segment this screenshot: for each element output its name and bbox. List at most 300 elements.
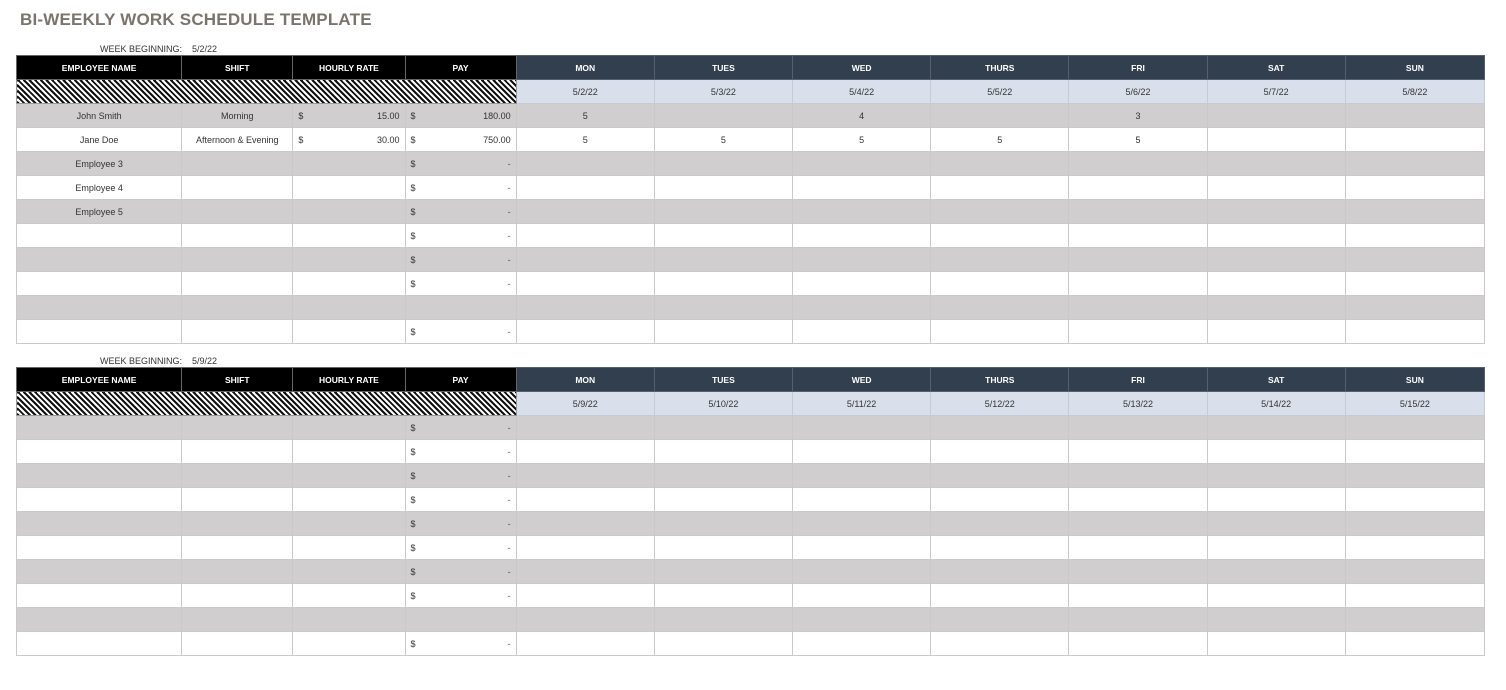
money-value [406, 248, 516, 271]
employee-name-cell[interactable]: Employee 5 [17, 200, 182, 224]
day-hours-cell[interactable] [1069, 152, 1207, 176]
employee-name-cell[interactable] [17, 248, 182, 272]
day-hours-cell[interactable] [931, 560, 1069, 584]
pay-amount: - [507, 566, 511, 577]
day-hours-cell[interactable] [516, 536, 654, 560]
day-hours-cell[interactable] [516, 224, 654, 248]
day-hours-cell[interactable] [793, 272, 931, 296]
table-row [17, 488, 1485, 512]
day-hours-cell[interactable] [1207, 104, 1345, 128]
money-value [406, 176, 516, 199]
day-hours-cell[interactable]: 5 [654, 128, 792, 152]
day-hours-cell[interactable] [931, 416, 1069, 440]
employee-name-cell[interactable] [17, 416, 182, 440]
employee-name-cell[interactable] [17, 440, 182, 464]
pay-cell [405, 296, 516, 320]
day-hours-cell[interactable] [1207, 608, 1345, 632]
day-hours-cell[interactable] [931, 608, 1069, 632]
day-hours-cell[interactable] [1345, 248, 1484, 272]
day-hours-cell[interactable] [793, 248, 931, 272]
day-hours-cell[interactable] [1207, 440, 1345, 464]
day-date-cell[interactable]: 5/15/22 [1345, 392, 1484, 416]
money-value [406, 536, 516, 559]
money-value [406, 200, 516, 223]
pay-amount: - [507, 158, 511, 169]
day-hours-cell[interactable] [516, 440, 654, 464]
currency-symbol: $ [410, 110, 416, 121]
day-hours-cell[interactable] [1345, 632, 1484, 656]
shift-cell[interactable] [182, 224, 293, 248]
header-day: SUN [1345, 56, 1484, 80]
day-date-cell[interactable]: 5/14/22 [1207, 392, 1345, 416]
day-hours-cell[interactable] [516, 272, 654, 296]
money-value [406, 416, 516, 439]
day-hours-cell[interactable] [931, 512, 1069, 536]
day-hours-cell[interactable] [1345, 464, 1484, 488]
shift-cell[interactable] [182, 584, 293, 608]
table-row [17, 464, 1485, 488]
day-hours-cell[interactable] [516, 200, 654, 224]
shift-cell[interactable] [182, 200, 293, 224]
header-employee-name: EMPLOYEE NAME [17, 56, 182, 80]
table-row [17, 536, 1485, 560]
header-shift: SHIFT [182, 56, 293, 80]
hourly-rate-cell[interactable] [293, 176, 405, 200]
day-date-cell[interactable]: 5/13/22 [1069, 392, 1207, 416]
day-hours-cell[interactable] [1345, 128, 1484, 152]
day-hours-cell[interactable] [931, 176, 1069, 200]
day-hours-cell[interactable] [1345, 440, 1484, 464]
day-hours-cell[interactable] [516, 464, 654, 488]
pay-cell [405, 560, 516, 584]
day-hours-cell[interactable] [1207, 464, 1345, 488]
day-date-cell[interactable]: 5/3/22 [654, 80, 792, 104]
day-hours-cell[interactable] [931, 464, 1069, 488]
table-row [17, 296, 1485, 320]
header-employee-name: EMPLOYEE NAME [17, 368, 182, 392]
day-hours-cell[interactable] [516, 152, 654, 176]
day-hours-cell[interactable] [1345, 320, 1484, 344]
day-hours-cell[interactable] [654, 464, 792, 488]
currency-symbol: $ [410, 470, 416, 481]
day-hours-cell[interactable] [793, 200, 931, 224]
day-hours-cell[interactable] [1069, 512, 1207, 536]
week-section [16, 44, 1485, 344]
day-date-cell[interactable]: 5/10/22 [654, 392, 792, 416]
pay-amount: - [507, 278, 511, 289]
shift-cell[interactable] [182, 296, 293, 320]
day-hours-cell[interactable] [1345, 272, 1484, 296]
hatched-filler [17, 80, 517, 104]
day-hours-cell[interactable]: 3 [1069, 104, 1207, 128]
day-hours-cell[interactable] [1345, 152, 1484, 176]
day-hours-cell[interactable] [1207, 200, 1345, 224]
pay-cell [405, 416, 516, 440]
week-beginning-date[interactable]: 5/2/22 [192, 44, 218, 54]
pay-cell [405, 440, 516, 464]
day-hours-cell[interactable] [1069, 248, 1207, 272]
hourly-rate-cell[interactable] [293, 464, 405, 488]
money-value [406, 632, 516, 655]
day-hours-cell[interactable] [516, 632, 654, 656]
day-date-cell[interactable]: 5/12/22 [931, 392, 1069, 416]
day-hours-cell[interactable] [793, 296, 931, 320]
date-row [17, 392, 1485, 416]
day-hours-cell[interactable] [1069, 176, 1207, 200]
day-hours-cell[interactable] [654, 416, 792, 440]
day-hours-cell[interactable] [793, 632, 931, 656]
currency-symbol: $ [410, 638, 416, 649]
day-hours-cell[interactable] [931, 488, 1069, 512]
day-hours-cell[interactable] [1207, 560, 1345, 584]
employee-name-cell[interactable] [17, 536, 182, 560]
day-hours-cell[interactable] [654, 512, 792, 536]
shift-cell[interactable] [182, 176, 293, 200]
day-hours-cell[interactable] [931, 200, 1069, 224]
shift-cell[interactable] [182, 560, 293, 584]
day-hours-cell[interactable] [931, 320, 1069, 344]
day-hours-cell[interactable] [931, 440, 1069, 464]
hourly-rate-cell[interactable] [293, 584, 405, 608]
header-pay: PAY [405, 368, 516, 392]
pay-amount: 180.00 [483, 110, 511, 121]
table-row [17, 128, 1485, 152]
money-value [406, 152, 516, 175]
hourly-rate-cell[interactable] [293, 296, 405, 320]
day-hours-cell[interactable] [1345, 176, 1484, 200]
day-hours-cell[interactable]: 5 [931, 128, 1069, 152]
day-hours-cell[interactable] [931, 632, 1069, 656]
table-row [17, 512, 1485, 536]
day-hours-cell[interactable]: 4 [793, 104, 931, 128]
day-hours-cell[interactable] [516, 584, 654, 608]
header-day: SAT [1207, 368, 1345, 392]
day-hours-cell[interactable] [654, 104, 792, 128]
pay-cell [405, 632, 516, 656]
day-hours-cell[interactable] [516, 512, 654, 536]
header-day: MON [516, 368, 654, 392]
header-day: SUN [1345, 368, 1484, 392]
employee-name-cell[interactable]: Jane Doe [17, 128, 182, 152]
day-hours-cell[interactable] [1345, 224, 1484, 248]
hourly-rate-cell[interactable] [293, 104, 405, 128]
employee-name-cell[interactable] [17, 608, 182, 632]
day-hours-cell[interactable] [516, 560, 654, 584]
rate-amount: 30.00 [376, 134, 400, 145]
week-beginning-date[interactable]: 5/9/22 [192, 356, 218, 366]
pay-cell [405, 320, 516, 344]
day-hours-cell[interactable] [931, 536, 1069, 560]
day-hours-cell[interactable] [1345, 560, 1484, 584]
day-hours-cell[interactable] [1069, 224, 1207, 248]
shift-cell[interactable]: Morning [182, 104, 293, 128]
day-hours-cell[interactable] [793, 464, 931, 488]
hourly-rate-cell[interactable] [293, 416, 405, 440]
day-hours-cell[interactable] [1069, 536, 1207, 560]
currency-symbol: $ [410, 422, 416, 433]
day-hours-cell[interactable] [516, 296, 654, 320]
employee-name-cell[interactable] [17, 632, 182, 656]
day-hours-cell[interactable] [793, 440, 931, 464]
table-row [17, 320, 1485, 344]
money-value [406, 512, 516, 535]
day-hours-cell[interactable] [1207, 320, 1345, 344]
day-hours-cell[interactable] [1207, 536, 1345, 560]
hourly-rate-cell[interactable] [293, 128, 405, 152]
money-value [293, 104, 404, 127]
hatched-filler [17, 392, 517, 416]
day-hours-cell[interactable] [516, 608, 654, 632]
day-hours-cell[interactable] [793, 536, 931, 560]
shift-cell[interactable] [182, 272, 293, 296]
employee-name-cell[interactable] [17, 560, 182, 584]
employee-name-cell[interactable] [17, 464, 182, 488]
day-hours-cell[interactable] [793, 152, 931, 176]
day-hours-cell[interactable] [654, 200, 792, 224]
day-hours-cell[interactable] [1069, 440, 1207, 464]
day-hours-cell[interactable] [1345, 584, 1484, 608]
day-date-cell[interactable]: 5/11/22 [793, 392, 931, 416]
day-hours-cell[interactable] [1207, 488, 1345, 512]
day-hours-cell[interactable] [931, 272, 1069, 296]
money-value [406, 272, 516, 295]
hourly-rate-cell[interactable] [293, 488, 405, 512]
day-hours-cell[interactable] [654, 296, 792, 320]
day-hours-cell[interactable] [654, 272, 792, 296]
day-hours-cell[interactable] [931, 248, 1069, 272]
day-date-cell[interactable]: 5/5/22 [931, 80, 1069, 104]
day-hours-cell[interactable] [1345, 608, 1484, 632]
currency-symbol: $ [410, 134, 416, 145]
day-hours-cell[interactable]: 5 [516, 104, 654, 128]
day-hours-cell[interactable] [654, 608, 792, 632]
currency-symbol: $ [410, 158, 416, 169]
hourly-rate-cell[interactable] [293, 224, 405, 248]
day-hours-cell[interactable] [654, 224, 792, 248]
currency-symbol: $ [410, 494, 416, 505]
day-hours-cell[interactable] [654, 248, 792, 272]
day-hours-cell[interactable] [516, 176, 654, 200]
header-day: TUES [654, 56, 792, 80]
employee-name-cell[interactable]: Employee 3 [17, 152, 182, 176]
pay-cell [405, 224, 516, 248]
day-hours-cell[interactable] [1345, 104, 1484, 128]
day-hours-cell[interactable] [1069, 488, 1207, 512]
day-hours-cell[interactable] [1345, 488, 1484, 512]
employee-name-cell[interactable] [17, 296, 182, 320]
currency-symbol: $ [410, 278, 416, 289]
header-hourly-rate: HOURLY RATE [293, 56, 405, 80]
day-hours-cell[interactable] [1069, 272, 1207, 296]
shift-cell[interactable] [182, 152, 293, 176]
hourly-rate-cell[interactable] [293, 440, 405, 464]
employee-name-cell[interactable] [17, 272, 182, 296]
day-date-cell[interactable]: 5/7/22 [1207, 80, 1345, 104]
currency-symbol: $ [298, 110, 304, 121]
day-hours-cell[interactable] [1207, 128, 1345, 152]
hourly-rate-cell[interactable] [293, 272, 405, 296]
day-hours-cell[interactable] [1069, 608, 1207, 632]
day-hours-cell[interactable] [1345, 536, 1484, 560]
day-hours-cell[interactable] [1069, 200, 1207, 224]
hourly-rate-cell[interactable] [293, 200, 405, 224]
day-hours-cell[interactable] [1207, 176, 1345, 200]
table-row [17, 632, 1485, 656]
day-hours-cell[interactable] [516, 488, 654, 512]
day-hours-cell[interactable] [516, 416, 654, 440]
header-pay: PAY [405, 56, 516, 80]
pay-cell [405, 128, 516, 152]
day-hours-cell[interactable] [1207, 512, 1345, 536]
day-hours-cell[interactable] [654, 488, 792, 512]
table-row [17, 224, 1485, 248]
day-hours-cell[interactable] [1207, 296, 1345, 320]
day-hours-cell[interactable] [1345, 296, 1484, 320]
day-hours-cell[interactable] [793, 320, 931, 344]
header-shift: SHIFT [182, 368, 293, 392]
shift-cell[interactable] [182, 608, 293, 632]
day-hours-cell[interactable] [1069, 296, 1207, 320]
table-row [17, 104, 1485, 128]
day-hours-cell[interactable] [654, 152, 792, 176]
shift-cell[interactable] [182, 488, 293, 512]
day-hours-cell[interactable] [1069, 560, 1207, 584]
money-value [406, 488, 516, 511]
shift-cell[interactable] [182, 464, 293, 488]
day-hours-cell[interactable] [1069, 320, 1207, 344]
money-value [406, 560, 516, 583]
day-hours-cell[interactable]: 5 [1069, 128, 1207, 152]
money-value [406, 464, 516, 487]
day-hours-cell[interactable] [516, 320, 654, 344]
day-hours-cell[interactable] [516, 248, 654, 272]
day-hours-cell[interactable] [1207, 272, 1345, 296]
employee-name-cell[interactable]: Employee 4 [17, 176, 182, 200]
day-hours-cell[interactable] [1207, 632, 1345, 656]
day-hours-cell[interactable] [931, 584, 1069, 608]
day-hours-cell[interactable] [931, 296, 1069, 320]
day-date-cell[interactable]: 5/8/22 [1345, 80, 1484, 104]
hourly-rate-cell[interactable] [293, 320, 405, 344]
hourly-rate-cell[interactable] [293, 152, 405, 176]
employee-name-cell[interactable] [17, 224, 182, 248]
day-hours-cell[interactable] [1069, 416, 1207, 440]
money-value [406, 128, 516, 151]
pay-cell [405, 104, 516, 128]
day-hours-cell[interactable] [931, 224, 1069, 248]
day-hours-cell[interactable] [1345, 416, 1484, 440]
shift-cell[interactable] [182, 248, 293, 272]
pay-amount: - [507, 230, 511, 241]
day-hours-cell[interactable] [931, 152, 1069, 176]
week-beginning-label [16, 356, 1485, 367]
shift-cell[interactable] [182, 536, 293, 560]
day-hours-cell[interactable] [793, 608, 931, 632]
day-date-cell[interactable]: 5/2/22 [516, 80, 654, 104]
header-day: WED [793, 368, 931, 392]
employee-name-cell[interactable]: John Smith [17, 104, 182, 128]
table-row [17, 584, 1485, 608]
day-hours-cell[interactable] [654, 440, 792, 464]
shift-cell[interactable] [182, 416, 293, 440]
day-hours-cell[interactable] [1207, 248, 1345, 272]
employee-name-cell[interactable] [17, 320, 182, 344]
hourly-rate-cell[interactable] [293, 536, 405, 560]
day-hours-cell[interactable] [793, 512, 931, 536]
shift-cell[interactable] [182, 440, 293, 464]
header-day: FRI [1069, 56, 1207, 80]
day-hours-cell[interactable] [1207, 584, 1345, 608]
week-beginning-label [16, 44, 1485, 55]
pay-cell [405, 536, 516, 560]
pay-amount: - [507, 542, 511, 553]
hourly-rate-cell[interactable] [293, 632, 405, 656]
hourly-rate-cell[interactable] [293, 248, 405, 272]
day-hours-cell[interactable] [793, 560, 931, 584]
day-hours-cell[interactable] [793, 584, 931, 608]
day-hours-cell[interactable] [1069, 632, 1207, 656]
week-beginning-text: WEEK BEGINNING: [100, 356, 183, 366]
day-hours-cell[interactable] [793, 224, 931, 248]
day-hours-cell[interactable] [793, 176, 931, 200]
day-date-cell[interactable]: 5/9/22 [516, 392, 654, 416]
hourly-rate-cell[interactable] [293, 608, 405, 632]
day-hours-cell[interactable] [1207, 224, 1345, 248]
employee-name-cell[interactable] [17, 512, 182, 536]
day-hours-cell[interactable] [654, 536, 792, 560]
employee-name-cell[interactable] [17, 488, 182, 512]
table-row [17, 608, 1485, 632]
pay-amount: - [507, 590, 511, 601]
day-hours-cell[interactable] [793, 488, 931, 512]
day-hours-cell[interactable] [793, 416, 931, 440]
day-hours-cell[interactable] [654, 560, 792, 584]
shift-cell[interactable] [182, 632, 293, 656]
day-hours-cell[interactable] [1207, 416, 1345, 440]
table-row [17, 440, 1485, 464]
currency-symbol: $ [410, 230, 416, 241]
employee-name-cell[interactable] [17, 584, 182, 608]
money-value [406, 440, 516, 463]
shift-cell[interactable] [182, 320, 293, 344]
pay-cell [405, 200, 516, 224]
day-hours-cell[interactable] [1345, 200, 1484, 224]
day-date-cell[interactable]: 5/6/22 [1069, 80, 1207, 104]
day-hours-cell[interactable] [654, 176, 792, 200]
money-value [406, 104, 516, 127]
day-hours-cell[interactable] [1345, 512, 1484, 536]
hourly-rate-cell[interactable] [293, 560, 405, 584]
day-hours-cell[interactable] [654, 320, 792, 344]
day-hours-cell[interactable] [1069, 584, 1207, 608]
hourly-rate-cell[interactable] [293, 512, 405, 536]
day-hours-cell[interactable] [931, 104, 1069, 128]
day-hours-cell[interactable] [654, 584, 792, 608]
day-date-cell[interactable]: 5/4/22 [793, 80, 931, 104]
table-row [17, 560, 1485, 584]
pay-cell [405, 488, 516, 512]
shift-cell[interactable] [182, 512, 293, 536]
table-row [17, 176, 1485, 200]
day-hours-cell[interactable]: 5 [793, 128, 931, 152]
pay-cell [405, 176, 516, 200]
day-hours-cell[interactable] [1207, 152, 1345, 176]
day-hours-cell[interactable] [654, 632, 792, 656]
day-hours-cell[interactable] [1069, 464, 1207, 488]
shift-cell[interactable]: Afternoon & Evening [182, 128, 293, 152]
pay-amount: - [507, 638, 511, 649]
day-hours-cell[interactable]: 5 [516, 128, 654, 152]
